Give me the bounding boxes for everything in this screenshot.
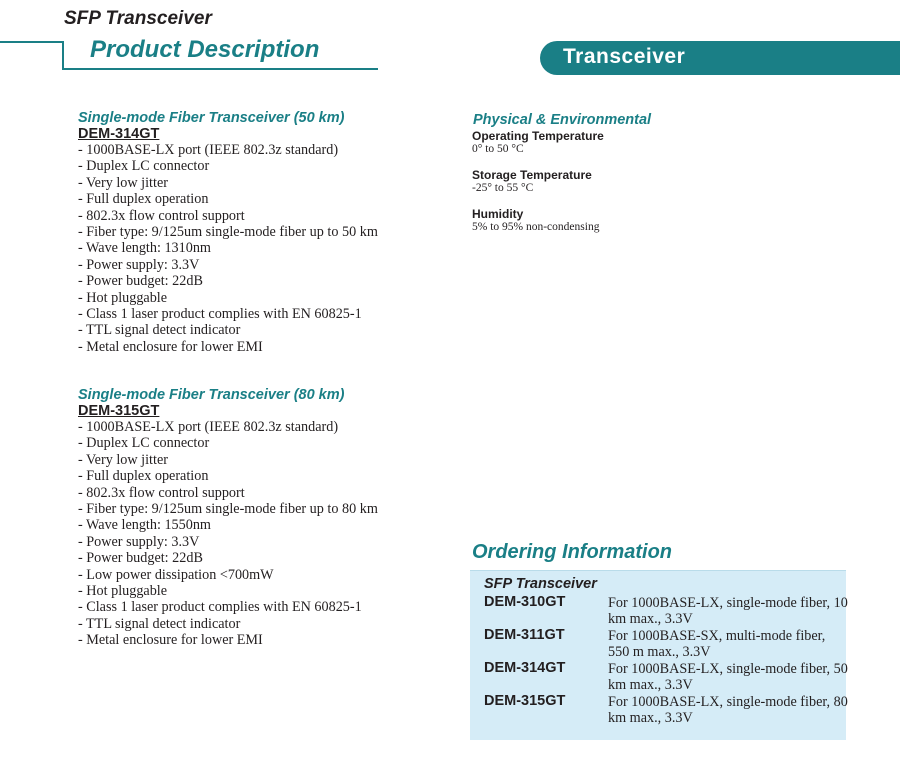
spec-label: Storage Temperature: [472, 168, 592, 182]
feature-item: - 1000BASE-LX port (IEEE 802.3z standard): [78, 419, 339, 435]
spec-storage-temperature: [472, 168, 592, 194]
feature-item: - Wave length: 1550nm: [78, 517, 211, 534]
feature-item: - 802.3x flow control support: [78, 207, 245, 224]
feature-list: [78, 419, 378, 649]
ordering-subheading: SFP Transceiver: [484, 576, 597, 592]
ordering-description: For 1000BASE-SX, multi-mode fiber, 550 m max., 3.3V: [608, 628, 826, 661]
ordering-description: For 1000BASE-LX, single-mode fiber, 10 km max., 3.3V: [608, 595, 848, 628]
feature-item: - Very low jitter: [78, 451, 168, 468]
spec-value: 5% to 95% non-condensing: [472, 221, 600, 233]
feature-item: - Wave length: 1310nm: [78, 240, 211, 257]
category-tab-label: Transceiver: [563, 45, 686, 68]
feature-item: - Metal enclosure for lower EMI: [78, 338, 263, 355]
feature-item: - Fiber type: 9/125um single-mode fiber up to 80 km: [78, 501, 378, 518]
feature-list: [78, 142, 378, 355]
feature-item: - TTL signal detect indicator: [78, 322, 241, 339]
feature-item: - Full duplex operation: [78, 191, 209, 208]
ordering-description: For 1000BASE-LX, single-mode fiber, 80 km max., 3.3V: [608, 694, 848, 727]
feature-item: - Power supply: 3.3V: [78, 256, 200, 273]
section-rule-vertical: [62, 41, 64, 70]
feature-item: - Class 1 laser product complies with EN 60825-1: [78, 599, 362, 616]
feature-item: - Low power dissipation <700mW: [78, 566, 274, 583]
product-block-314: [78, 110, 378, 355]
document-title: SFP Transceiver: [64, 8, 212, 29]
product-block-315: [78, 387, 378, 649]
feature-item: - 1000BASE-LX port (IEEE 802.3z standard): [78, 142, 339, 158]
product-heading: Single-mode Fiber Transceiver (80 km): [78, 387, 345, 403]
spec-value: -25° to 55 °C: [472, 182, 534, 194]
section-rule-left: [0, 41, 64, 43]
feature-item: - Metal enclosure for lower EMI: [78, 632, 263, 649]
feature-item: - Class 1 laser product complies with EN 60825-1: [78, 306, 362, 323]
feature-item: - Hot pluggable: [78, 289, 168, 306]
feature-item: - Full duplex operation: [78, 468, 209, 485]
spec-label: Operating Temperature: [472, 129, 604, 143]
feature-item: - Power budget: 22dB: [78, 273, 203, 290]
spec-humidity: [472, 207, 599, 233]
ordering-model: DEM-315GT: [484, 693, 566, 709]
product-model: DEM-315GT: [78, 403, 160, 419]
ordering-heading: Ordering Information: [472, 541, 672, 563]
feature-item: - TTL signal detect indicator: [78, 615, 241, 632]
feature-item: - Duplex LC connector: [78, 158, 210, 175]
ordering-model: DEM-314GT: [484, 660, 566, 676]
spec-operating-temperature: [472, 129, 604, 155]
feature-item: - 802.3x flow control support: [78, 484, 245, 501]
spec-label: Humidity: [472, 207, 524, 221]
feature-item: - Very low jitter: [78, 174, 168, 191]
ordering-model: DEM-310GT: [484, 594, 566, 610]
feature-item: - Hot pluggable: [78, 583, 168, 600]
section-rule-underline: [62, 68, 378, 70]
feature-item: - Duplex LC connector: [78, 435, 210, 452]
product-heading: Single-mode Fiber Transceiver (50 km): [78, 110, 345, 126]
spec-value: 0° to 50 °C: [472, 143, 524, 155]
ordering-description: For 1000BASE-LX, single-mode fiber, 50 km max., 3.3V: [608, 661, 848, 694]
feature-item: - Power budget: 22dB: [78, 550, 203, 567]
ordering-model: DEM-311GT: [484, 627, 565, 643]
feature-item: - Power supply: 3.3V: [78, 533, 200, 550]
product-model: DEM-314GT: [78, 126, 160, 142]
physical-heading: Physical & Environmental: [473, 112, 652, 128]
feature-item: - Fiber type: 9/125um single-mode fiber up to 50 km: [78, 224, 378, 241]
section-title: Product Description: [90, 36, 320, 63]
